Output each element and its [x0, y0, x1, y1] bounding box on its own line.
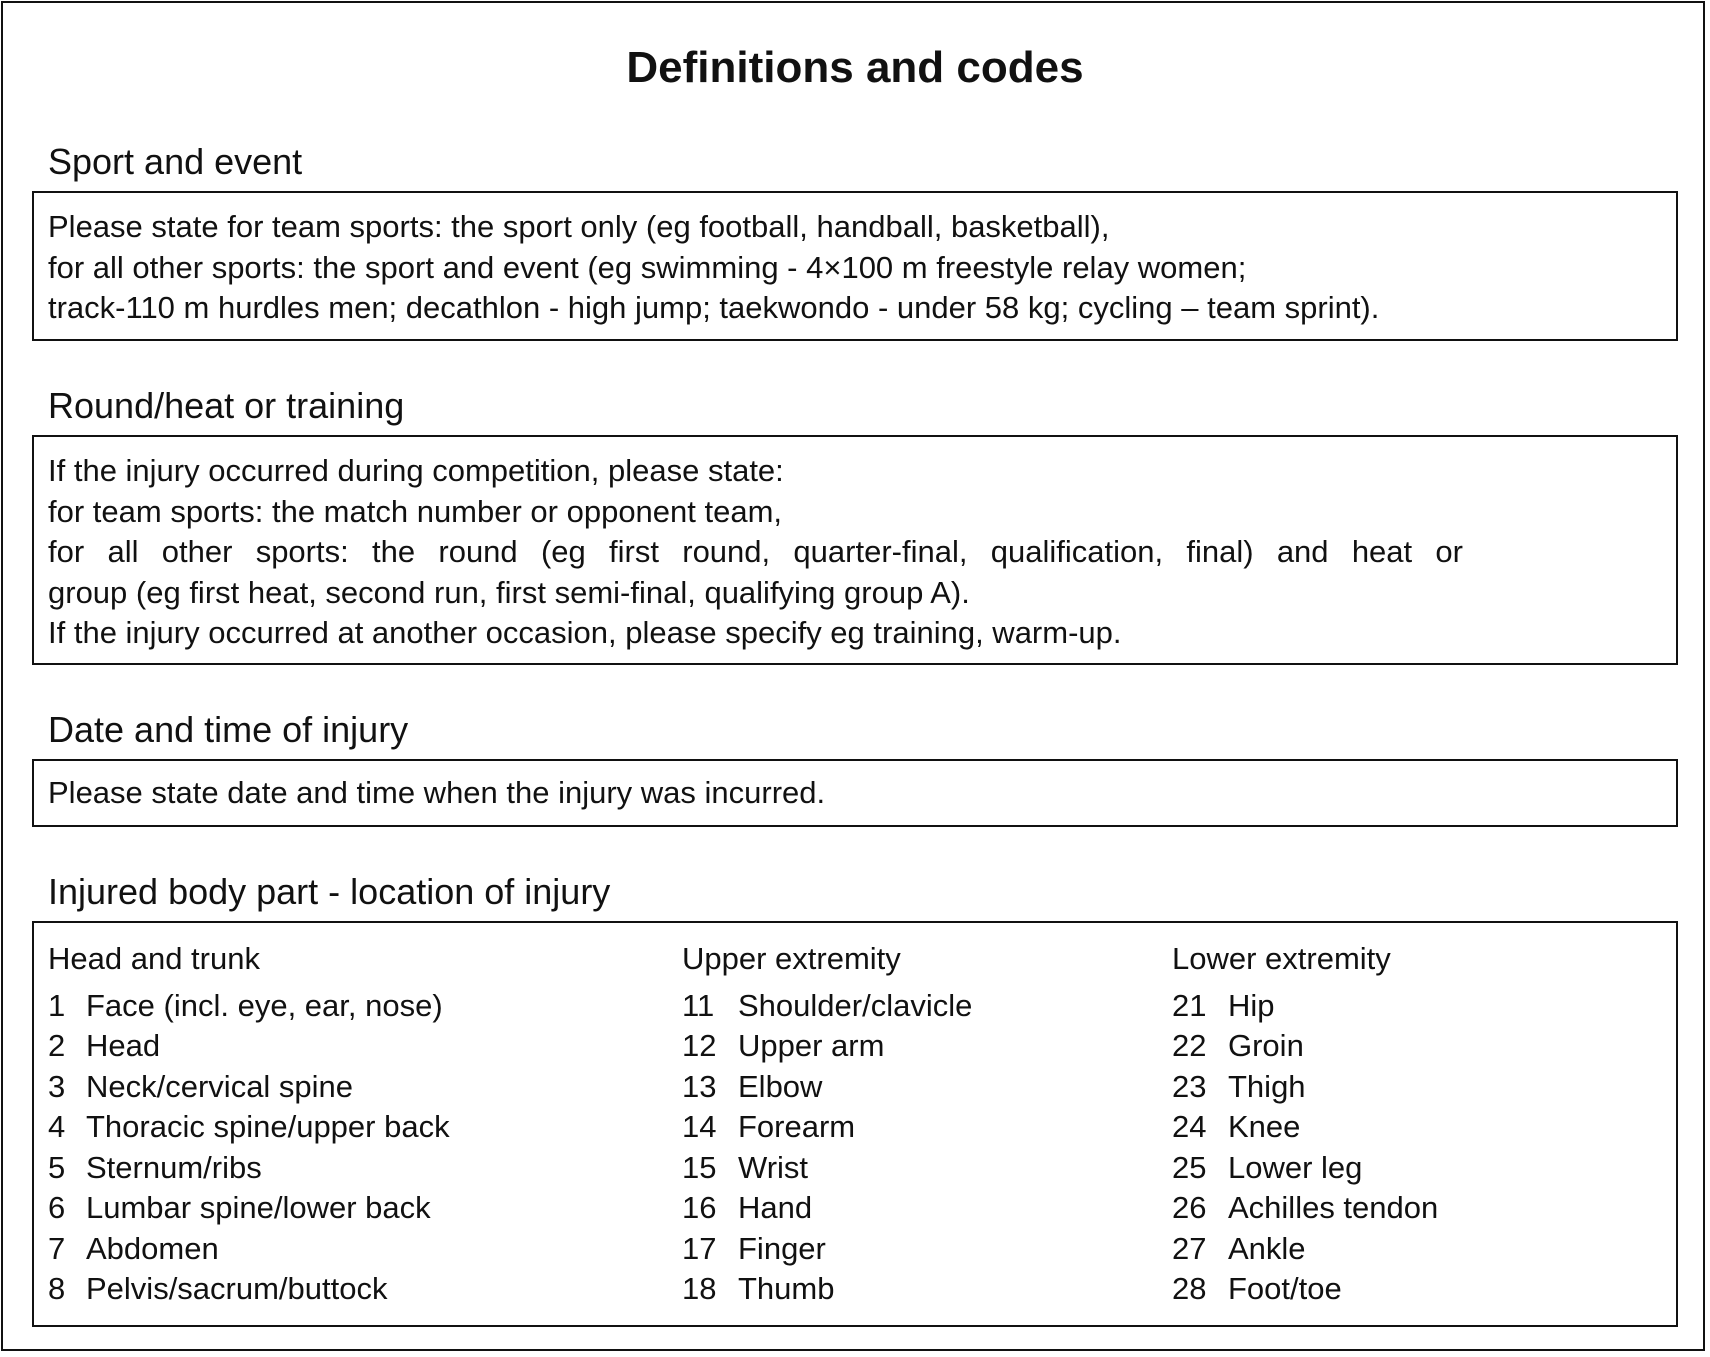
list-item	[48, 986, 450, 1027]
list-item	[48, 1229, 450, 1270]
item-code: 16	[682, 1190, 717, 1225]
item-code: 26	[1172, 1190, 1207, 1225]
item-code: 12	[682, 1028, 717, 1063]
list-item	[1172, 1067, 1438, 1108]
item-label: Shoulder/clavicle	[738, 987, 973, 1023]
item-label: Lumbar spine/lower back	[86, 1190, 431, 1225]
list-item	[48, 1188, 450, 1229]
item-label: Neck/cervical spine	[86, 1068, 354, 1104]
item-code: 6	[48, 1190, 66, 1225]
text-line: group (eg first heat, second run, first semi-final, qualifying group A).	[48, 574, 970, 610]
item-code: 21	[1172, 987, 1207, 1023]
sport-event-box	[32, 191, 1678, 341]
item-code: 27	[1172, 1230, 1207, 1266]
sport-event-text	[48, 207, 1662, 329]
list-item	[682, 1107, 972, 1148]
column-title: Head and trunk	[48, 941, 260, 976]
list-item	[1172, 1026, 1438, 1067]
item-code: 2	[48, 1028, 66, 1063]
item-label: Upper arm	[738, 1028, 885, 1063]
text-line: for all other sports: the round (eg first round, quarter-final, qualification, final) and heat or	[48, 534, 1463, 569]
item-code: 24	[1172, 1109, 1207, 1144]
item-label: Achilles tendon	[1228, 1190, 1439, 1225]
item-code: 11	[682, 987, 715, 1023]
item-label: Abdomen	[86, 1230, 219, 1266]
list-item	[1172, 1148, 1438, 1189]
text-line: Please state for team sports: the sport only (eg football, handball, basketball),	[48, 209, 1110, 244]
list-item	[1172, 1269, 1438, 1310]
item-label: Ankle	[1228, 1230, 1306, 1266]
item-code: 8	[48, 1271, 66, 1306]
item-label: Foot/toe	[1228, 1271, 1342, 1306]
list-item	[48, 1107, 450, 1148]
item-code: 17	[682, 1230, 717, 1266]
item-code: 15	[682, 1149, 717, 1185]
item-code: 1	[48, 987, 66, 1023]
item-label: Head	[86, 1028, 161, 1063]
item-code: 14	[682, 1109, 717, 1144]
item-code: 4	[48, 1109, 66, 1144]
section-heading-body-part: Injured body part - location of injury	[48, 871, 611, 912]
date-time-text	[48, 773, 1662, 814]
list-item	[1172, 1229, 1438, 1270]
item-label: Thoracic spine/upper back	[86, 1109, 450, 1144]
list-item	[682, 1188, 972, 1229]
item-label: Face (incl. eye, ear, nose)	[86, 987, 443, 1023]
item-label: Groin	[1228, 1028, 1304, 1063]
section-heading-sport-event: Sport and event	[48, 141, 303, 182]
item-code: 25	[1172, 1149, 1207, 1185]
list-item	[1172, 1188, 1438, 1229]
item-code: 23	[1172, 1068, 1207, 1104]
item-code: 22	[1172, 1028, 1207, 1063]
list-item	[48, 1026, 450, 1067]
item-code: 3	[48, 1068, 66, 1104]
item-label: Wrist	[738, 1149, 809, 1185]
lower-extremity-column	[1172, 939, 1438, 1310]
section-heading-round-heat: Round/heat or training	[48, 385, 405, 426]
item-code: 7	[48, 1230, 66, 1266]
list-item	[1172, 986, 1438, 1027]
round-heat-text	[48, 451, 1662, 654]
item-label: Thumb	[738, 1271, 835, 1306]
item-label: Finger	[738, 1230, 826, 1266]
item-label: Forearm	[738, 1109, 856, 1144]
list-item	[1172, 1107, 1438, 1148]
item-code: 5	[48, 1149, 66, 1185]
text-line: If the injury occurred during competition, please state:	[48, 453, 784, 488]
text-line: for team sports: the match number or opponent team,	[48, 493, 783, 529]
text-line: Please state date and time when the injury was incurred.	[48, 775, 826, 810]
item-code: 13	[682, 1068, 717, 1104]
list-item	[682, 1067, 972, 1108]
list-item	[682, 986, 972, 1027]
list-item	[48, 1269, 450, 1310]
item-label: Sternum/ribs	[86, 1149, 262, 1185]
text-line: for all other sports: the sport and event (eg swimming - 4×100 m freestyle relay women;	[48, 249, 1247, 285]
round-heat-box	[32, 435, 1678, 665]
page-title: Definitions and codes	[626, 43, 1084, 92]
text-line: If the injury occurred at another occasion, please specify eg training, warm-up.	[48, 615, 1122, 650]
list-item	[682, 1148, 972, 1189]
item-label: Elbow	[738, 1068, 823, 1104]
item-label: Hip	[1228, 987, 1275, 1023]
item-label: Thigh	[1228, 1068, 1306, 1104]
upper-extremity-column	[682, 939, 972, 1310]
section-heading-date-time: Date and time of injury	[48, 709, 409, 750]
list-item	[48, 1148, 450, 1189]
item-code: 18	[682, 1271, 717, 1306]
list-item	[682, 1269, 972, 1310]
item-label: Knee	[1228, 1109, 1301, 1144]
column-title: Upper extremity	[682, 941, 901, 976]
text-line: track-110 m hurdles men; decathlon - high jump; taekwondo - under 58 kg; cycling – team sprint).	[48, 290, 1380, 325]
body-part-box	[32, 921, 1678, 1327]
item-label: Hand	[738, 1190, 813, 1225]
item-label: Lower leg	[1228, 1149, 1363, 1185]
item-label: Pelvis/sacrum/buttock	[86, 1271, 388, 1306]
date-time-box	[32, 759, 1678, 827]
list-item	[48, 1067, 450, 1108]
column-title: Lower extremity	[1172, 941, 1391, 976]
item-code: 28	[1172, 1271, 1207, 1306]
list-item	[682, 1026, 972, 1067]
list-item	[682, 1229, 972, 1270]
head-trunk-column	[48, 939, 450, 1310]
